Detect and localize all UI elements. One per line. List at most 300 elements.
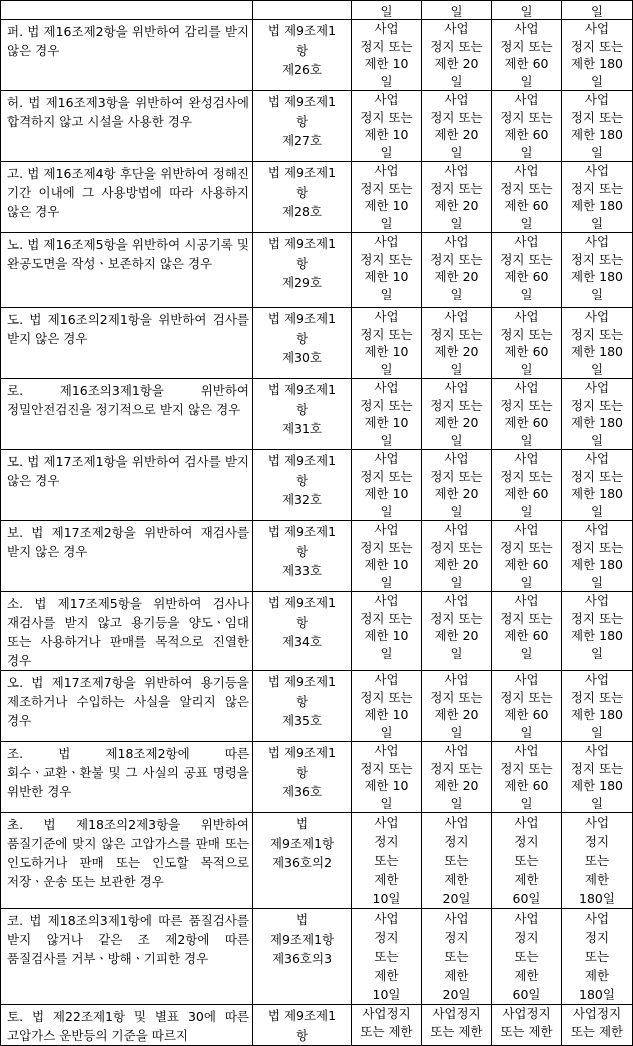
- penalty-line: 제한: [374, 968, 399, 983]
- legal-basis-cell: [253, 813, 352, 909]
- penalty-line: 제한 60: [504, 269, 549, 284]
- penalty-line: 정지 또는: [570, 689, 624, 705]
- penalty-second-cell: [422, 91, 492, 162]
- legal-basis-line: 제32호: [281, 492, 323, 507]
- legal-basis-cell: [253, 1005, 352, 1046]
- penalty-line: 일: [520, 574, 533, 590]
- violation-cell: 소. 법 제17조제5항을 위반하여 검사나 재검사를 받지 않고 용기등을 양도ㆍ임대 또는 사용하거나 판매를 목적으로 진열한 경우: [1, 592, 253, 671]
- penalty-line: 제한 180: [571, 269, 623, 284]
- penalty-line: 정지 또는: [570, 251, 624, 267]
- penalty-line: 제한 20: [434, 56, 479, 71]
- legal-basis-line: 항: [295, 184, 309, 200]
- penalty-line: 제한 60: [504, 344, 549, 359]
- penalty-second-cell: [422, 162, 492, 233]
- legal-basis-line: 제9조제1항: [269, 835, 335, 851]
- penalty-line: 또는: [514, 949, 539, 964]
- penalty-line: 정지: [584, 834, 610, 849]
- legal-basis-cell: [253, 379, 352, 450]
- table-row: [1, 742, 633, 813]
- penalty-line: 사업: [374, 743, 399, 758]
- legal-basis-line: 제33호: [281, 563, 323, 578]
- penalty-line: 제한 10: [364, 415, 409, 430]
- table-row: [1, 233, 633, 308]
- penalty-first-cell: [352, 379, 422, 450]
- penalty-line: 사업: [514, 21, 539, 36]
- penalty-first-cell: [352, 742, 422, 813]
- penalty-line: 일: [590, 361, 604, 377]
- penalty-second-cell: [422, 521, 492, 592]
- penalty-line: 일: [450, 503, 463, 519]
- penalty-fourth-cell: [562, 308, 633, 379]
- penalty-line: 제한 180: [571, 628, 623, 643]
- penalty-fourth-cell: [562, 521, 633, 592]
- legal-basis-line: 제34호: [281, 634, 323, 649]
- penalty-line: 제한 10: [364, 707, 409, 722]
- penalty-line: 일: [590, 645, 604, 661]
- penalty-line: 사업: [374, 672, 399, 687]
- penalty-line: 일: [590, 432, 604, 448]
- penalty-line: 사업정지: [362, 1006, 411, 1021]
- penalty-line: 사업: [444, 163, 469, 178]
- penalty-line: 사업: [444, 743, 469, 758]
- legal-basis-line: 법 제9조제1: [267, 382, 337, 397]
- penalty-line: 사업: [444, 815, 469, 830]
- penalty-line: 일: [380, 503, 393, 519]
- legal-basis-cell: [253, 308, 352, 379]
- penalty-line: 제한 60: [504, 628, 549, 643]
- penalty-line: 일: [520, 361, 533, 377]
- penalty-first-cell: [352, 162, 422, 233]
- penalty-first-cell: [352, 813, 422, 909]
- penalty-fourth-cell: 일: [562, 1, 633, 20]
- legal-basis-line: 법 제9조제1: [267, 311, 337, 326]
- legal-basis-line: 항: [295, 472, 309, 488]
- penalty-first-cell: [352, 91, 422, 162]
- penalty-line: 일: [450, 73, 463, 89]
- penalty-second-cell: [422, 592, 492, 671]
- legal-basis-line: 제29호: [281, 275, 323, 290]
- penalty-line: 정지 또는: [500, 251, 553, 267]
- penalty-line: 정지 또는: [500, 689, 553, 705]
- penalty-line: 사업: [584, 593, 610, 608]
- penalty-line: 사업: [374, 911, 399, 926]
- penalty-line: 일: [380, 795, 393, 811]
- penalty-line: 사업: [514, 380, 539, 395]
- penalty-line: 일: [590, 73, 604, 89]
- penalty-first-cell: [352, 233, 422, 308]
- penalty-line: 정지 또는: [430, 610, 483, 626]
- penalty-line: 제한 10: [364, 778, 409, 793]
- penalty-line: 사업: [444, 593, 469, 608]
- penalty-line: 또는: [374, 853, 399, 868]
- penalty-line: 10일: [372, 987, 401, 1002]
- penalty-third-cell: [492, 742, 562, 813]
- legal-basis-line: 법: [295, 912, 309, 927]
- penalty-second-cell: [422, 671, 492, 742]
- penalty-line: 제한: [514, 968, 539, 983]
- penalty-line: 사업: [374, 92, 399, 107]
- penalty-first-cell: 일: [352, 1, 422, 20]
- penalty-line: 사업: [514, 163, 539, 178]
- penalty-fourth-cell: [562, 162, 633, 233]
- penalty-line: 사업: [584, 380, 610, 395]
- penalty-line: 제한 180: [571, 56, 623, 71]
- penalty-line: 정지 또는: [500, 610, 553, 626]
- penalty-line: 정지 또는: [360, 180, 413, 196]
- penalty-line: 일: [380, 361, 393, 377]
- penalty-line: 정지 또는: [500, 760, 553, 776]
- penalty-line: 정지 또는: [500, 539, 553, 555]
- penalty-third-cell: [492, 592, 562, 671]
- penalty-line: 제한 20: [434, 415, 479, 430]
- violation-cell: 허. 법 제16조제3항을 위반하여 완성검사에 합격하지 않고 시설을 사용한 경우: [1, 91, 253, 162]
- penalty-line: 정지 또는: [500, 180, 553, 196]
- penalty-line: 사업: [584, 911, 610, 926]
- penalty-first-cell: [352, 450, 422, 521]
- table-row: [1, 379, 633, 450]
- penalty-line: 제한 20: [434, 557, 479, 572]
- table-row: [1, 1005, 633, 1046]
- penalty-line: 일: [450, 215, 463, 231]
- penalty-line: 일: [590, 724, 604, 740]
- penalty-line: 20일: [442, 987, 471, 1002]
- violation-cell: 오. 법 제17조제7항을 위반하여 용기등을 제조하거나 수입하는 사실을 알리지 않은 경우: [1, 671, 253, 742]
- violation-cell: 노. 법 제16조제5항을 위반하여 시공기록 및 완공도면을 작성ㆍ보존하지 않은 경우: [1, 233, 253, 308]
- penalty-line: 사업: [584, 21, 610, 36]
- penalty-third-cell: [492, 813, 562, 909]
- legal-basis-line: 법 제9조제1: [267, 674, 337, 689]
- legal-basis-line: 법 제9조제1: [267, 595, 337, 610]
- penalty-line: 제한 60: [504, 557, 549, 572]
- legal-basis-line: 항: [295, 330, 309, 346]
- legal-basis-cell: [253, 1, 352, 20]
- penalty-line: 사업: [514, 672, 539, 687]
- penalty-line: 일: [450, 144, 463, 160]
- penalty-line: 정지: [514, 930, 539, 945]
- penalty-third-cell: [492, 671, 562, 742]
- violation-cell: 모. 법 제17조제1항을 위반하여 검사를 받지 않은 경우: [1, 450, 253, 521]
- table-row: [1, 592, 633, 671]
- legal-basis-cell: [253, 162, 352, 233]
- penalty-fourth-cell: [562, 909, 633, 1005]
- legal-basis-line: 제36호: [281, 784, 323, 799]
- penalty-line: 일: [590, 144, 604, 160]
- penalty-fourth-cell: [562, 379, 633, 450]
- penalty-first-cell: [352, 592, 422, 671]
- violation-cell: 도. 법 제16조의2제1항을 위반하여 검사를 받지 않은 경우: [1, 308, 253, 379]
- penalty-third-cell: [492, 162, 562, 233]
- penalty-third-cell: 일: [492, 1, 562, 20]
- penalty-line: 사업: [584, 522, 610, 537]
- penalty-line: 사업: [374, 593, 399, 608]
- legal-basis-line: 항: [295, 42, 309, 58]
- penalty-line: 사업: [444, 21, 469, 36]
- legal-basis-line: 항: [295, 764, 309, 780]
- penalty-line: 일: [380, 645, 393, 661]
- penalty-line: 정지: [374, 930, 399, 945]
- penalty-fourth-cell: [562, 20, 633, 91]
- penalty-line: 일: [520, 286, 533, 302]
- penalty-line: 정지 또는: [430, 180, 483, 196]
- legal-basis-cell: [253, 671, 352, 742]
- penalty-first-cell: [352, 671, 422, 742]
- penalty-line: 정지 또는: [360, 468, 413, 484]
- penalty-line: 사업: [374, 522, 399, 537]
- legal-basis-line: 항: [295, 614, 309, 630]
- penalty-line: 정지 또는: [570, 610, 624, 626]
- penalty-line: 제한 60: [504, 778, 549, 793]
- penalty-line: 정지 또는: [430, 397, 483, 413]
- penalty-line: 일: [380, 574, 393, 590]
- legal-basis-cell: [253, 742, 352, 813]
- penalty-line: 사업: [584, 309, 610, 324]
- penalty-line: 사업: [444, 380, 469, 395]
- penalty-line: 사업: [584, 451, 610, 466]
- penalty-line: 일: [450, 574, 463, 590]
- penalty-line: 제한 60: [504, 486, 549, 501]
- penalty-line: 제한 180: [571, 486, 623, 501]
- penalty-line: 사업: [374, 380, 399, 395]
- legal-basis-cell: [253, 91, 352, 162]
- penalty-line: 사업: [444, 451, 469, 466]
- legal-basis-line: 제30호: [281, 350, 323, 365]
- penalty-line: 정지 또는: [570, 109, 624, 125]
- penalty-line: 180일: [579, 987, 615, 1002]
- penalty-line: 또는 제한: [500, 1023, 553, 1039]
- table-row: [1, 671, 633, 742]
- penalty-third-cell: [492, 20, 562, 91]
- penalty-line: 일: [590, 574, 604, 590]
- legal-basis-cell: [253, 909, 352, 1005]
- table-row: [1, 91, 633, 162]
- penalty-line: 일: [450, 645, 463, 661]
- penalty-line: 사업: [584, 815, 610, 830]
- penalty-line: 일: [520, 503, 533, 519]
- penalty-fourth-cell: [562, 450, 633, 521]
- legal-basis-line: 항: [295, 255, 309, 271]
- legal-basis-line: 제35호: [281, 713, 323, 728]
- violation-cell: 보. 법 제17조제2항을 위반하여 재검사를 받지 않은 경우: [1, 521, 253, 592]
- penalty-line: 사업: [374, 163, 399, 178]
- penalty-line: 제한 10: [364, 628, 409, 643]
- violation-cell: 조. 법 제18조제2항에 따른 회수ㆍ교환ㆍ환불 및 그 사실의 공표 명령을 위반한 경우: [1, 742, 253, 813]
- legal-basis-cell: [253, 521, 352, 592]
- penalty-line: 사업: [444, 234, 469, 249]
- penalty-first-cell: [352, 521, 422, 592]
- penalty-line: 사업: [514, 522, 539, 537]
- penalty-fourth-cell: [562, 1005, 633, 1046]
- penalty-second-cell: 일: [422, 1, 492, 20]
- penalty-fourth-cell: [562, 742, 633, 813]
- penalty-line: 제한 20: [434, 778, 479, 793]
- penalty-line: 제한 10: [364, 344, 409, 359]
- violation-cell: 토. 법 제22조제1항 및 별표 30에 따른 고압가스 운반등의 기준을 따르지: [1, 1005, 253, 1046]
- penalty-line: 사업: [444, 522, 469, 537]
- legal-basis-line: 법 제9조제1: [267, 1008, 337, 1023]
- penalty-line: 사업: [374, 815, 399, 830]
- penalty-line: 10일: [372, 891, 401, 906]
- penalty-line: 일: [450, 286, 463, 302]
- penalty-line: 일: [380, 215, 393, 231]
- penalty-line: 제한 20: [434, 628, 479, 643]
- penalty-line: 정지 또는: [570, 38, 624, 54]
- penalty-line: 정지: [374, 834, 399, 849]
- penalty-first-cell: [352, 20, 422, 91]
- penalty-line: 제한 10: [364, 557, 409, 572]
- penalty-line: 사업정지: [502, 1006, 551, 1021]
- penalty-line: 또는: [584, 949, 610, 964]
- legal-basis-line: 제36호의3: [271, 951, 333, 966]
- penalty-line: 일: [380, 724, 393, 740]
- penalty-line: 제한 20: [434, 707, 479, 722]
- penalty-line: 정지 또는: [360, 760, 413, 776]
- penalty-third-cell: [492, 521, 562, 592]
- penalty-line: 정지 또는: [360, 38, 413, 54]
- legal-basis-line: 제26호: [281, 62, 323, 77]
- penalty-line: 일: [450, 795, 463, 811]
- penalty-line: 정지 또는: [360, 109, 413, 125]
- legal-basis-cell: [253, 20, 352, 91]
- penalty-line: 또는 제한: [570, 1023, 624, 1039]
- penalty-fourth-cell: [562, 671, 633, 742]
- penalty-line: 정지 또는: [570, 539, 624, 555]
- penalty-line: 정지 또는: [500, 38, 553, 54]
- violation-cell: 퍼. 법 제16조제2항을 위반하여 감리를 받지 않은 경우: [1, 20, 253, 91]
- penalty-line: 또는: [444, 949, 469, 964]
- penalty-line: 사업: [444, 92, 469, 107]
- penalty-fourth-cell: [562, 592, 633, 671]
- penalty-line: 사업정지: [432, 1006, 481, 1021]
- penalty-line: 정지: [444, 930, 469, 945]
- penalty-line: 정지 또는: [360, 689, 413, 705]
- penalty-line: 180일: [579, 891, 615, 906]
- penalty-line: 사업: [514, 309, 539, 324]
- penalty-line: 정지 또는: [430, 251, 483, 267]
- penalty-line: 일: [590, 795, 604, 811]
- penalty-line: 제한 180: [571, 127, 623, 142]
- penalty-line: 정지 또는: [500, 109, 553, 125]
- penalty-line: 사업: [514, 451, 539, 466]
- penalty-line: 정지 또는: [430, 760, 483, 776]
- legal-basis-cell: [253, 450, 352, 521]
- penalty-line: 정지 또는: [570, 397, 624, 413]
- penalty-line: 제한: [374, 872, 399, 887]
- violation-cell: 로. 제16조의3제1항을 위반하여 정밀안전검진을 정기적으로 받지 않은 경우: [1, 379, 253, 450]
- penalty-line: 정지 또는: [500, 326, 553, 342]
- penalty-line: 정지 또는: [570, 180, 624, 196]
- penalty-line: 사업: [374, 234, 399, 249]
- penalty-fourth-cell: [562, 233, 633, 308]
- penalty-third-cell: [492, 91, 562, 162]
- penalty-line: 제한 60: [504, 707, 549, 722]
- penalty-line: 제한 10: [364, 198, 409, 213]
- penalty-second-cell: [422, 308, 492, 379]
- penalty-third-cell: [492, 1005, 562, 1046]
- penalty-line: 제한 20: [434, 269, 479, 284]
- penalty-line: 일: [590, 503, 604, 519]
- penalty-line: 사업: [444, 911, 469, 926]
- legal-basis-line: 제36호의2: [271, 855, 333, 870]
- penalty-line: 사업: [374, 451, 399, 466]
- penalty-second-cell: [422, 379, 492, 450]
- penalty-line: 일: [590, 215, 604, 231]
- penalty-third-cell: [492, 909, 562, 1005]
- penalty-line: 정지: [514, 834, 539, 849]
- penalty-line: 일: [380, 144, 393, 160]
- penalty-line: 정지 또는: [500, 468, 553, 484]
- penalty-second-cell: [422, 1005, 492, 1046]
- penalty-line: 사업: [514, 911, 539, 926]
- legal-basis-line: 항: [295, 543, 309, 559]
- penalty-first-cell: [352, 1005, 422, 1046]
- table-row: [1, 909, 633, 1005]
- penalty-line: 사업: [514, 92, 539, 107]
- violation-cell: [1, 1, 253, 20]
- penalty-first-cell: [352, 308, 422, 379]
- legal-basis-line: 제31호: [281, 421, 323, 436]
- penalty-line: 일: [520, 724, 533, 740]
- penalty-second-cell: [422, 742, 492, 813]
- penalty-line: 또는 제한: [430, 1023, 483, 1039]
- penalty-line: 일: [450, 361, 463, 377]
- penalty-line: 일: [380, 432, 393, 448]
- penalty-line: 제한 180: [571, 557, 623, 572]
- legal-basis-line: 법 제9조제1: [267, 524, 337, 539]
- penalty-line: 제한: [514, 872, 539, 887]
- penalty-line: 정지 또는: [360, 326, 413, 342]
- table-row: [1, 162, 633, 233]
- penalty-line: 제한: [444, 872, 469, 887]
- penalty-line: 60일: [512, 891, 541, 906]
- legal-basis-line: 항: [295, 113, 309, 129]
- legal-basis-line: 법: [295, 816, 309, 831]
- penalty-line: 사업: [584, 234, 610, 249]
- penalty-line: 사업정지: [572, 1006, 622, 1021]
- penalty-line: 제한 10: [364, 269, 409, 284]
- penalty-line: 또는: [374, 949, 399, 964]
- penalty-third-cell: [492, 379, 562, 450]
- penalty-third-cell: [492, 308, 562, 379]
- penalty-line: 일: [520, 795, 533, 811]
- penalty-second-cell: [422, 20, 492, 91]
- penalty-line: 정지 또는: [570, 468, 624, 484]
- penalty-line: 정지 또는: [360, 397, 413, 413]
- legal-basis-line: 법 제9조제1: [267, 745, 337, 760]
- penalty-line: 제한 180: [571, 344, 623, 359]
- penalty-second-cell: [422, 813, 492, 909]
- penalty-line: 일: [520, 432, 533, 448]
- penalty-table-body: [1, 1, 633, 1046]
- penalty-line: 정지 또는: [430, 689, 483, 705]
- penalty-line: 정지 또는: [570, 760, 624, 776]
- penalty-line: 정지: [444, 834, 469, 849]
- table-row-continued-header: [1, 1, 633, 20]
- penalty-line: 정지 또는: [360, 610, 413, 626]
- penalty-line: 정지 또는: [570, 326, 624, 342]
- legal-basis-line: 제27호: [281, 133, 323, 148]
- penalty-line: 사업: [374, 21, 399, 36]
- penalty-line: 제한 20: [434, 344, 479, 359]
- penalty-line: 정지 또는: [360, 539, 413, 555]
- penalty-line: 일: [520, 144, 533, 160]
- penalty-line: 사업: [374, 309, 399, 324]
- penalty-line: 정지 또는: [430, 109, 483, 125]
- penalty-line: 제한 60: [504, 415, 549, 430]
- penalty-line: 제한 10: [364, 56, 409, 71]
- legal-basis-line: 법 제9조제1: [267, 453, 337, 468]
- penalty-line: 제한 60: [504, 127, 549, 142]
- table-row: [1, 308, 633, 379]
